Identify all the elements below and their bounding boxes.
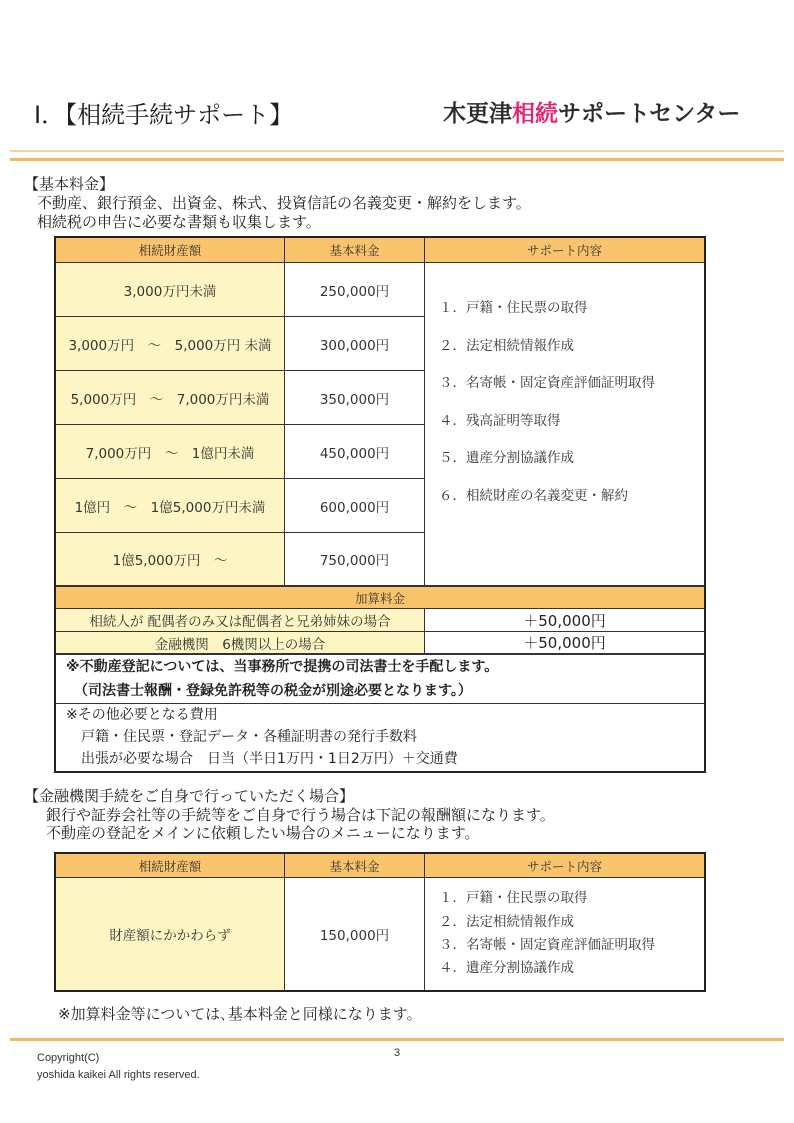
surcharge-heading: 加算料金 [56, 587, 704, 609]
header-rule-thin [10, 150, 784, 152]
estate-amount-cell: 3,000万円 ～ 5,000万円 未満 [56, 317, 285, 371]
basic-fee-cell: 350,000円 [285, 371, 425, 425]
footer-rule [10, 1038, 784, 1041]
page-number: 3 [393, 1047, 401, 1059]
basic-fee-cell: 300,000円 [285, 317, 425, 371]
basic-fee-table [54, 236, 706, 773]
surcharge-footnote: ※加算料金等については､基本料金と同様になります。 [58, 1005, 422, 1023]
self-service-description: 銀行や証券会社等の手続等をご自身で行う場合は下記の報酬額になります。 [46, 805, 555, 824]
basic-fee-cell: 250,000円 [285, 263, 425, 317]
support-item: ２．法定相続情報作成 [439, 913, 574, 930]
registration-note-line: ※不動産登記については、当事務所で提携の司法書士を手配します。 [66, 659, 499, 675]
basic-fee-cell: 450,000円 [285, 425, 425, 479]
support-item: ３．名寄帳・固定資産評価証明取得 [439, 937, 655, 953]
registration-note-line: （司法書士報酬・登録免許税等の税金が別途必要となります。） [74, 683, 472, 699]
surcharge-label: 相続人が 配偶者のみ又は配偶者と兄弟姉妹の場合 [56, 609, 425, 632]
support-item: ５．遺産分割協議作成 [439, 450, 574, 467]
other-costs-item: 出張が必要な場合 日当（半日1万円・1日2万円）＋交通費 [81, 751, 458, 767]
basic-fee-intro [24, 175, 531, 232]
support-item: １．戸籍・住民票の取得 [439, 890, 588, 907]
surcharge-fee: ＋50,000円 [425, 609, 704, 632]
basic-fee-cell: 150,000円 [285, 878, 425, 990]
copyright-line: yoshida kaikei All rights reserved. [37, 1069, 200, 1081]
logo-suffix: サポートセンター [558, 101, 741, 127]
support-list [425, 878, 704, 990]
logo [443, 100, 740, 128]
copyright-line: Copyright(C) [37, 1052, 100, 1064]
self-service-heading: 【金融機関手続をご自身で行っていただく場合】 [24, 787, 355, 805]
support-item: ４．遺産分割協議作成 [439, 960, 574, 977]
support-item: １．戸籍・住民票の取得 [439, 300, 588, 316]
column-header-support: サポート内容 [425, 238, 704, 263]
basic-fee-description: 不動産、銀行預金、出資金、株式、投資信託の名義変更・解約をします。 [37, 194, 531, 212]
other-costs-heading: ※その他必要となる費用 [66, 707, 218, 723]
column-header-support: サポート内容 [425, 854, 704, 878]
estate-amount-cell: 5,000万円 ～ 7,000万円未満 [56, 371, 285, 425]
copyright [37, 1050, 200, 1084]
logo-prefix: 木更津 [443, 101, 512, 127]
estate-amount-cell: 3,000万円未満 [56, 263, 285, 317]
support-item: ６．相続財産の名義変更・解約 [439, 487, 628, 504]
column-header-basic-fee: 基本料金 [285, 238, 425, 263]
basic-fee-cell: 600,000円 [285, 479, 425, 533]
column-header-estate-amount: 相続財産額 [56, 238, 285, 263]
header-rule-thick [10, 158, 784, 161]
surcharge-fee: ＋50,000円 [425, 632, 704, 655]
support-item: ２．法定相続情報作成 [439, 337, 574, 354]
estate-amount-cell: 1億5,000万円 ～ [56, 533, 285, 587]
self-service-description: 不動産の登記をメインに依頼したい場合のメニューになります。 [46, 824, 480, 842]
estate-amount-cell: 財産額にかかわらず [56, 878, 285, 990]
basic-fee-cell: 750,000円 [285, 533, 425, 587]
support-item: ４．残高証明等取得 [439, 412, 561, 429]
column-header-basic-fee: 基本料金 [285, 854, 425, 878]
self-service-fee-table [54, 852, 706, 992]
estate-amount-cell: 7,000万円 ～ 1億円未満 [56, 425, 285, 479]
column-header-estate-amount: 相続財産額 [56, 854, 285, 878]
estate-amount-cell: 1億円 ～ 1億5,000万円未満 [56, 479, 285, 533]
support-item: ３．名寄帳・固定資産評価証明取得 [439, 375, 655, 392]
registration-note [56, 655, 704, 704]
support-list [425, 263, 704, 587]
surcharge-label: 金融機関 6機関以上の場合 [56, 632, 425, 655]
page-title: Ⅰ．【相続手続サポート】 [34, 101, 294, 129]
other-costs-item: 戸籍・住民票・登記データ・各種証明書の発行手数料 [81, 729, 417, 745]
logo-highlight: 相続 [512, 101, 558, 127]
basic-fee-description: 相続税の申告に必要な書類も収集します。 [37, 213, 321, 231]
basic-fee-heading: 【基本料金】 [24, 175, 115, 193]
other-costs-note [56, 704, 704, 771]
self-service-intro [24, 787, 555, 843]
